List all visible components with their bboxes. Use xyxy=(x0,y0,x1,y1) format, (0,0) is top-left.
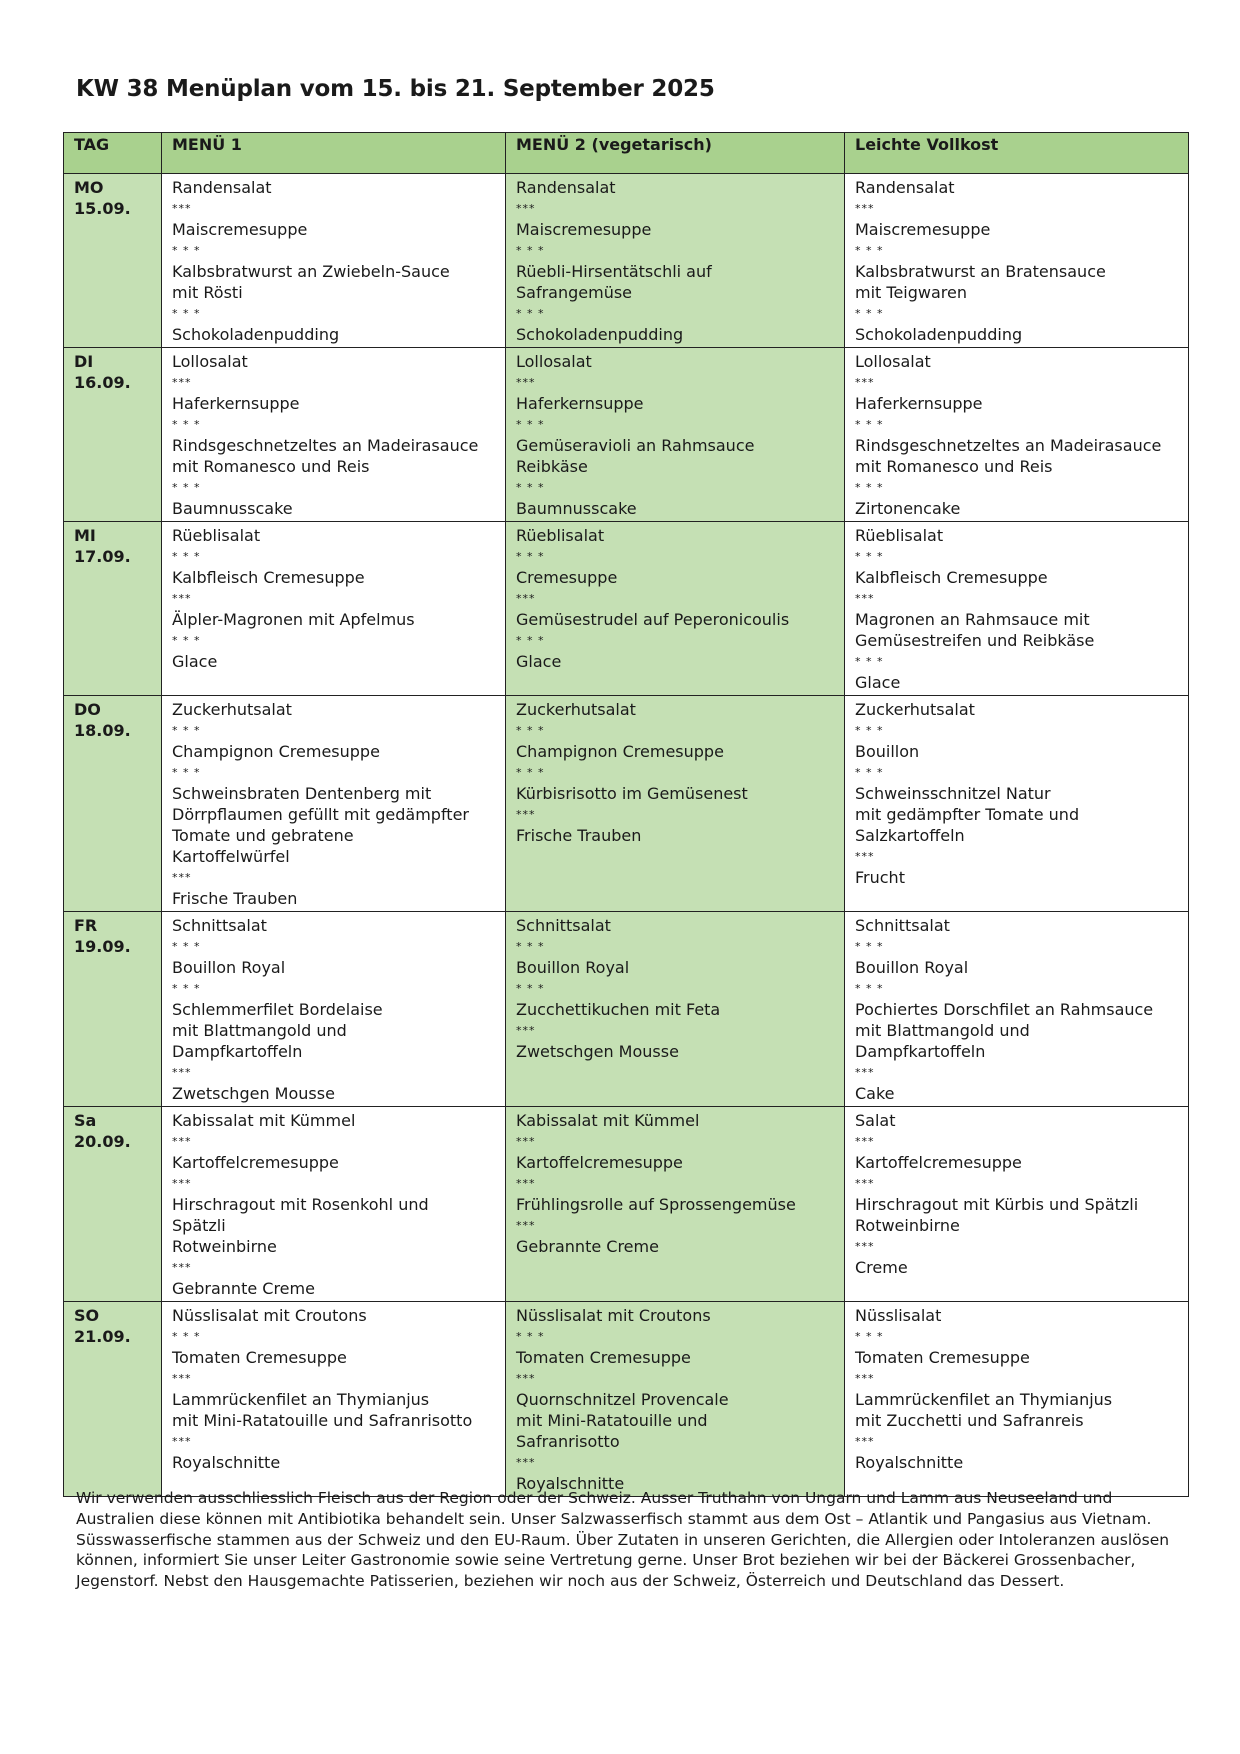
day-cell xyxy=(64,1302,162,1497)
course-separator: *** xyxy=(516,1024,536,1037)
menu-item: Rüeblisalat xyxy=(855,526,944,545)
course-separator: * * * xyxy=(516,244,545,257)
menu-item: Kalbfleisch Cremesuppe xyxy=(172,568,365,587)
menu-item: Royalschnitte xyxy=(516,1474,625,1493)
menu2-cell xyxy=(506,174,845,348)
course-separator: * * * xyxy=(516,418,545,431)
menu-item: mit Mini-Ratatouille und xyxy=(516,1411,708,1430)
date-label: 17.09. xyxy=(74,547,131,566)
course-separator: * * * xyxy=(172,307,201,320)
menu-item: Maiscremesuppe xyxy=(172,220,308,239)
menu-item: Zwetschgen Mousse xyxy=(172,1084,335,1103)
menu-item: Maiscremesuppe xyxy=(855,220,991,239)
course-separator: * * * xyxy=(172,634,201,647)
menu1-cell xyxy=(162,1107,506,1302)
menu2-cell xyxy=(506,912,845,1107)
menu1-cell xyxy=(162,522,506,696)
course-separator: *** xyxy=(855,1240,875,1253)
menu-item: Kartoffelcremesuppe xyxy=(855,1153,1022,1172)
course-separator: * * * xyxy=(855,481,884,494)
course-separator: *** xyxy=(855,1435,875,1448)
menu1-cell xyxy=(162,348,506,522)
menu-item: Bouillon Royal xyxy=(855,958,969,977)
day-label: DO xyxy=(74,700,101,719)
menu-item: Zirtonencake xyxy=(855,499,961,518)
table-row xyxy=(64,1107,1189,1302)
day-label: Sa xyxy=(74,1111,97,1130)
course-separator: * * * xyxy=(855,940,884,953)
menu-item: Frucht xyxy=(855,868,905,887)
course-separator: *** xyxy=(855,1135,875,1148)
menu-item: Schweinsschnitzel Natur xyxy=(855,784,1051,803)
menu-item: Champignon Cremesuppe xyxy=(172,742,380,761)
menu-item: Randensalat xyxy=(172,178,272,197)
table-row xyxy=(64,348,1189,522)
menu-table xyxy=(63,132,1189,1497)
menu-item: mit Mini-Ratatouille und Safranrisotto xyxy=(172,1411,473,1430)
menu1-cell xyxy=(162,696,506,912)
course-separator: *** xyxy=(855,1372,875,1385)
menu1-cell xyxy=(162,174,506,348)
menu-item: Kabissalat mit Kümmel xyxy=(516,1111,700,1130)
course-separator: * * * xyxy=(855,724,884,737)
course-separator: *** xyxy=(516,808,536,821)
menu-item: Haferkernsuppe xyxy=(172,394,300,413)
course-separator: * * * xyxy=(855,982,884,995)
menu-item: mit Rösti xyxy=(172,283,243,302)
course-separator: *** xyxy=(172,1066,192,1079)
course-separator: *** xyxy=(516,1219,536,1232)
menu-item: Rotweinbirne xyxy=(855,1216,960,1235)
menu-item: Schlemmerfilet Bordelaise xyxy=(172,1000,383,1019)
menu-item: Kürbisrisotto im Gemüsenest xyxy=(516,784,748,803)
menu-item: Tomate und gebratene xyxy=(172,826,354,845)
menu-item: Gemüseravioli an Rahmsauce xyxy=(516,436,755,455)
menu-item: Gebrannte Creme xyxy=(172,1279,315,1298)
menu-item: Glace xyxy=(516,652,562,671)
course-separator: * * * xyxy=(516,766,545,779)
menu-item: Kalbsbratwurst an Zwiebeln-Sauce xyxy=(172,262,450,281)
menu-item: Bouillon Royal xyxy=(516,958,630,977)
menu-item: Reibkäse xyxy=(516,457,588,476)
menu-item: Bouillon xyxy=(855,742,920,761)
menu-item: Lollosalat xyxy=(516,352,592,371)
course-separator: * * * xyxy=(516,1330,545,1343)
course-separator: *** xyxy=(855,202,875,215)
day-label: DI xyxy=(74,352,94,371)
menu-item: Nüsslisalat mit Croutons xyxy=(172,1306,367,1325)
menu-item: Royalschnitte xyxy=(855,1453,964,1472)
menu-item: Rindsgeschnetzeltes an Madeirasauce xyxy=(855,436,1162,455)
date-label: 20.09. xyxy=(74,1132,131,1151)
course-separator: * * * xyxy=(516,481,545,494)
leicht-cell xyxy=(845,174,1189,348)
course-separator: * * * xyxy=(516,982,545,995)
course-separator: *** xyxy=(855,850,875,863)
day-label: SO xyxy=(74,1306,100,1325)
menu-item: Randensalat xyxy=(516,178,616,197)
course-separator: *** xyxy=(516,1135,536,1148)
menu-item: Zuckerhutsalat xyxy=(855,700,975,719)
course-separator: * * * xyxy=(172,724,201,737)
header-tag: TAG xyxy=(64,133,162,174)
course-separator: * * * xyxy=(516,940,545,953)
course-separator: * * * xyxy=(172,766,201,779)
menu-item: Frühlingsrolle auf Sprossengemüse xyxy=(516,1195,796,1214)
course-separator: *** xyxy=(516,376,536,389)
course-separator: *** xyxy=(516,1372,536,1385)
menu-item: Glace xyxy=(855,673,901,692)
menu-item: Randensalat xyxy=(855,178,955,197)
menu-item: Kalbsbratwurst an Bratensauce xyxy=(855,262,1106,281)
menu-item: mit Zucchetti und Safranreis xyxy=(855,1411,1084,1430)
menu-item: Gemüsestreifen und Reibkäse xyxy=(855,631,1095,650)
menu-item: Magronen an Rahmsauce mit xyxy=(855,610,1090,629)
leicht-cell xyxy=(845,696,1189,912)
menu-item: Schokoladenpudding xyxy=(172,325,340,344)
menu-item: Zuckerhutsalat xyxy=(172,700,292,719)
menu-item: Tomaten Cremesuppe xyxy=(516,1348,691,1367)
leicht-cell xyxy=(845,912,1189,1107)
menu-item: Pochiertes Dorschfilet an Rahmsauce xyxy=(855,1000,1154,1019)
course-separator: *** xyxy=(855,1066,875,1079)
menu-item: Schweinsbraten Dentenberg mit xyxy=(172,784,432,803)
menu-item: Kalbfleisch Cremesuppe xyxy=(855,568,1048,587)
menu-item: Hirschragout mit Kürbis und Spätzli xyxy=(855,1195,1139,1214)
menu-item: Rotweinbirne xyxy=(172,1237,277,1256)
course-separator: *** xyxy=(172,1435,192,1448)
course-separator: * * * xyxy=(516,634,545,647)
menu-item: Cremesuppe xyxy=(516,568,618,587)
course-separator: *** xyxy=(172,1177,192,1190)
menu-item: Hirschragout mit Rosenkohl und xyxy=(172,1195,429,1214)
menu2-cell xyxy=(506,696,845,912)
menu-item: Glace xyxy=(172,652,218,671)
menu-item: Rüeblisalat xyxy=(516,526,605,545)
menu-item: Safranrisotto xyxy=(516,1432,620,1451)
menu-item: Baumnusscake xyxy=(516,499,637,518)
menu-item: Tomaten Cremesuppe xyxy=(172,1348,347,1367)
menu2-cell xyxy=(506,1302,845,1497)
date-label: 19.09. xyxy=(74,937,131,956)
day-cell xyxy=(64,696,162,912)
menu-item: Zuckerhutsalat xyxy=(516,700,636,719)
day-label: MI xyxy=(74,526,96,545)
menu-item: Creme xyxy=(855,1258,908,1277)
course-separator: * * * xyxy=(172,418,201,431)
menu-item: Nüsslisalat mit Croutons xyxy=(516,1306,711,1325)
menu-item: Zwetschgen Mousse xyxy=(516,1042,679,1061)
menu-item: Champignon Cremesuppe xyxy=(516,742,724,761)
day-cell xyxy=(64,522,162,696)
course-separator: *** xyxy=(172,376,192,389)
course-separator: *** xyxy=(172,202,192,215)
menu-item: Lammrückenfilet an Thymianjus xyxy=(855,1390,1113,1409)
menu-item: Älpler-Magronen mit Apfelmus xyxy=(172,610,415,629)
menu-body xyxy=(64,174,1189,1497)
menu2-cell xyxy=(506,1107,845,1302)
table-row xyxy=(64,1302,1189,1497)
day-cell xyxy=(64,174,162,348)
course-separator: * * * xyxy=(855,550,884,563)
menu-item: Schnittsalat xyxy=(516,916,611,935)
day-cell xyxy=(64,1107,162,1302)
course-separator: *** xyxy=(855,376,875,389)
course-separator: *** xyxy=(172,1261,192,1274)
menu-item: Kabissalat mit Kümmel xyxy=(172,1111,356,1130)
menu-item: mit Teigwaren xyxy=(855,283,967,302)
menu-item: mit Romanesco und Reis xyxy=(855,457,1053,476)
menu-item: Schokoladenpudding xyxy=(855,325,1023,344)
table-row xyxy=(64,696,1189,912)
menu-item: Zucchettikuchen mit Feta xyxy=(516,1000,721,1019)
course-separator: * * * xyxy=(172,940,201,953)
menu-item: Bouillon Royal xyxy=(172,958,286,977)
course-separator: * * * xyxy=(855,766,884,779)
menu-item: Haferkernsuppe xyxy=(516,394,644,413)
menu-item: Frische Trauben xyxy=(516,826,642,845)
menu-item: Kartoffelwürfel xyxy=(172,847,290,866)
page-title: KW 38 Menüplan vom 15. bis 21. September 2025 xyxy=(76,76,715,102)
menu-item: Dörrpflaumen gefüllt mit gedämpfter xyxy=(172,805,469,824)
menu-item: Lollosalat xyxy=(855,352,931,371)
menu-item: Rindsgeschnetzeltes an Madeirasauce xyxy=(172,436,479,455)
menu-item: Kartoffelcremesuppe xyxy=(172,1153,339,1172)
menu2-cell xyxy=(506,348,845,522)
menu1-cell xyxy=(162,1302,506,1497)
course-separator: * * * xyxy=(172,244,201,257)
course-separator: * * * xyxy=(516,307,545,320)
menu-item: Frische Trauben xyxy=(172,889,298,908)
course-separator: * * * xyxy=(172,481,201,494)
course-separator: *** xyxy=(516,1177,536,1190)
table-header-row xyxy=(64,133,1189,174)
course-separator: *** xyxy=(516,592,536,605)
course-separator: *** xyxy=(516,202,536,215)
day-cell xyxy=(64,348,162,522)
leicht-cell xyxy=(845,348,1189,522)
menu-item: mit gedämpfter Tomate und xyxy=(855,805,1080,824)
leicht-cell xyxy=(845,1302,1189,1497)
menu-item: Gemüsestrudel auf Peperonicoulis xyxy=(516,610,790,629)
footer-note: Wir verwenden ausschliesslich Fleisch aus der Region oder der Schweiz. Ausser Truthahn von Ungarn und Lamm aus Neuseeland und Australien diese können mit Antibiotika behandelt sein. Unser Salzwasserfisch stammt aus dem Ost – Atlantik und Pangasius aus Vietnam. Süsswasserfische stammen aus der Schweiz und den EU-Raum. Über Zutaten in unseren Gerichten, die Allergien oder Intoleranzen auslösen können, informiert Sie unser Leiter Gastronomie sowie seine Vertretung gerne. Unser Brot beziehen wir bei der Bäckerei Grossenbacher, Jegenstorf. Nebst den Hausgemachte Patisserien, beziehen wir noch aus der Schweiz, Österreich und Deutschland das Dessert. xyxy=(76,1489,1170,1591)
menu-item: Spätzli xyxy=(172,1216,226,1235)
course-separator: *** xyxy=(855,1177,875,1190)
course-separator: * * * xyxy=(855,418,884,431)
table-row xyxy=(64,522,1189,696)
menu-item: Dampfkartoffeln xyxy=(172,1042,303,1061)
menu-item: Schnittsalat xyxy=(172,916,267,935)
day-cell xyxy=(64,912,162,1107)
menu-item: Dampfkartoffeln xyxy=(855,1042,986,1061)
menu-item: Nüsslisalat xyxy=(855,1306,942,1325)
date-label: 15.09. xyxy=(74,199,131,218)
menu-item: Royalschnitte xyxy=(172,1453,281,1472)
menu-item: Cake xyxy=(855,1084,895,1103)
day-label: MO xyxy=(74,178,104,197)
menu-item: Lammrückenfilet an Thymianjus xyxy=(172,1390,430,1409)
menu-item: Baumnusscake xyxy=(172,499,293,518)
table-row xyxy=(64,912,1189,1107)
menu-item: mit Romanesco und Reis xyxy=(172,457,370,476)
course-separator: *** xyxy=(855,592,875,605)
header-leichte-vollkost: Leichte Vollkost xyxy=(845,133,1189,174)
date-label: 21.09. xyxy=(74,1327,131,1346)
course-separator: *** xyxy=(172,871,192,884)
menu-item: Maiscremesuppe xyxy=(516,220,652,239)
menu-item: Schnittsalat xyxy=(855,916,950,935)
course-separator: *** xyxy=(172,1372,192,1385)
date-label: 16.09. xyxy=(74,373,131,392)
menu-item: Schokoladenpudding xyxy=(516,325,684,344)
menu-item: Tomaten Cremesuppe xyxy=(855,1348,1030,1367)
course-separator: * * * xyxy=(516,724,545,737)
menu-item: Salzkartoffeln xyxy=(855,826,965,845)
header-menu1: MENÜ 1 xyxy=(162,133,506,174)
course-separator: *** xyxy=(172,592,192,605)
course-separator: * * * xyxy=(855,655,884,668)
course-separator: *** xyxy=(172,1135,192,1148)
menu-item: Rüebli-Hirsentätschli auf xyxy=(516,262,712,281)
menu-item: Kartoffelcremesuppe xyxy=(516,1153,683,1172)
table-row xyxy=(64,174,1189,348)
course-separator: * * * xyxy=(855,1330,884,1343)
menu-item: Lollosalat xyxy=(172,352,248,371)
menu-item: mit Blattmangold und xyxy=(172,1021,347,1040)
leicht-cell xyxy=(845,1107,1189,1302)
course-separator: * * * xyxy=(855,307,884,320)
menu-item: Quornschnitzel Provencale xyxy=(516,1390,729,1409)
menu-item: Salat xyxy=(855,1111,896,1130)
day-label: FR xyxy=(74,916,98,935)
menu2-cell xyxy=(506,522,845,696)
course-separator: * * * xyxy=(855,244,884,257)
header-menu2: MENÜ 2 (vegetarisch) xyxy=(506,133,845,174)
course-separator: * * * xyxy=(172,982,201,995)
course-separator: * * * xyxy=(172,1330,201,1343)
menu1-cell xyxy=(162,912,506,1107)
menu-item: Gebrannte Creme xyxy=(516,1237,659,1256)
menu-item: Rüeblisalat xyxy=(172,526,261,545)
menu-item: Safrangemüse xyxy=(516,283,633,302)
menu-item: mit Blattmangold und xyxy=(855,1021,1030,1040)
leicht-cell xyxy=(845,522,1189,696)
menu-item: Haferkernsuppe xyxy=(855,394,983,413)
course-separator: * * * xyxy=(172,550,201,563)
course-separator: *** xyxy=(516,1456,536,1469)
course-separator: * * * xyxy=(516,550,545,563)
date-label: 18.09. xyxy=(74,721,131,740)
